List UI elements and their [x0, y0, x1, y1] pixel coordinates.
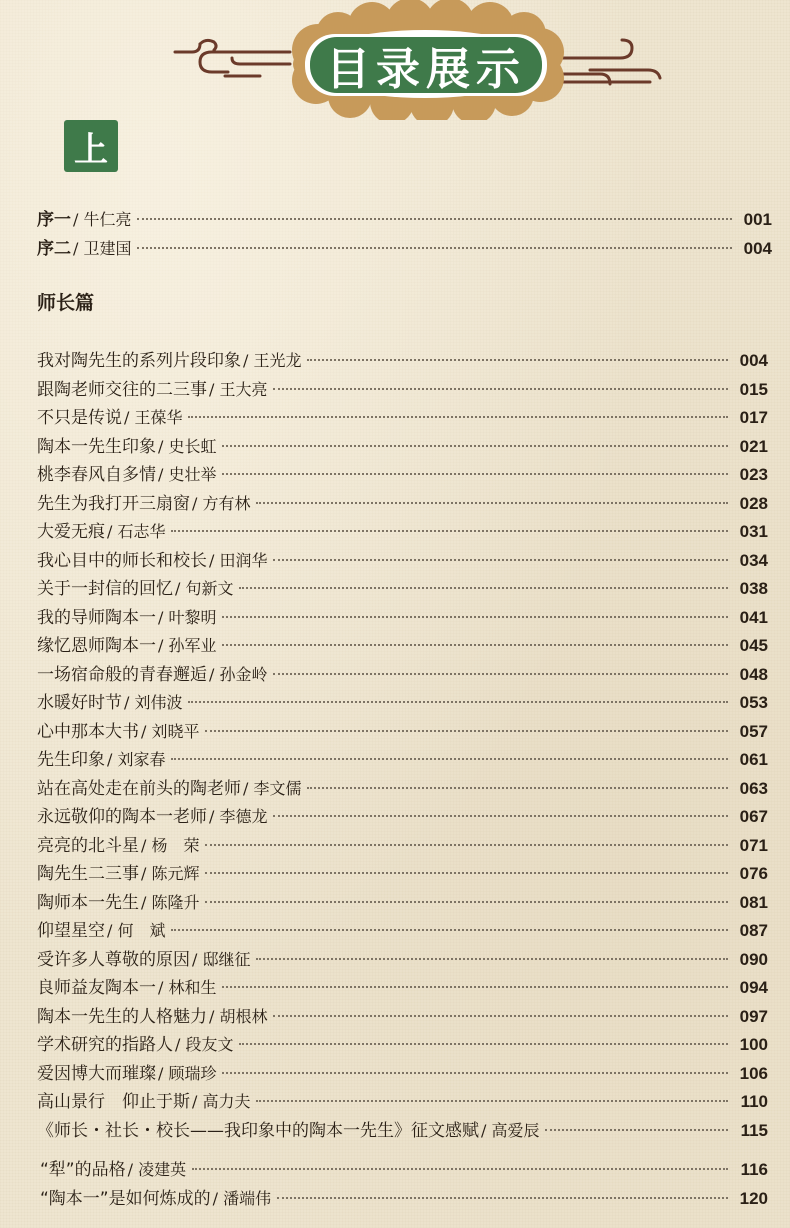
toc-entry[interactable]	[37, 718, 768, 746]
entry-title: 我心目中的师长和校长	[37, 550, 207, 571]
entry-page-number: 017	[739, 408, 768, 427]
toc-entry[interactable]	[37, 547, 768, 575]
entry-author: / 石志华	[107, 522, 166, 541]
toc-entry[interactable]	[37, 1060, 768, 1088]
entry-page-number: 048	[739, 664, 768, 684]
dot-leader	[171, 530, 728, 532]
entry-title: 心中那本大书	[37, 721, 139, 742]
entry-title: 《师长・社长・校长——我印象中的陶本一先生》征文感赋	[37, 1120, 479, 1141]
entry-page-number: 081	[739, 892, 768, 912]
toc-entry[interactable]	[37, 803, 768, 831]
dot-leader	[256, 502, 728, 504]
entry-page-number: 045	[739, 636, 768, 655]
entry-author: / 潘端伟	[212, 1188, 272, 1208]
entry-page-number: 116	[740, 1160, 768, 1179]
preface-entry[interactable]	[37, 235, 772, 263]
entry-author: / 陈隆升	[141, 892, 200, 912]
dot-leader	[205, 872, 728, 874]
entry-page-number: 120	[739, 1188, 768, 1208]
entry-title: 陶先生二三事	[37, 864, 139, 884]
dot-leader	[205, 844, 728, 846]
entry-author: / 高爱辰	[481, 1120, 540, 1140]
entry-page-number: 021	[739, 436, 768, 456]
entry-title: 陶本一先生的人格魅力	[37, 1006, 207, 1027]
dot-leader	[545, 1129, 728, 1131]
entry-title: 一场宿命般的青春邂逅	[37, 664, 207, 685]
toc-entry[interactable]	[37, 1031, 768, 1059]
toc-entry[interactable]	[37, 404, 768, 432]
entry-title: 桃李春风自多情	[37, 465, 156, 485]
entry-page-number: 015	[739, 379, 768, 399]
entry-page-number: 057	[739, 721, 768, 741]
entry-author: / 刘家春	[107, 750, 166, 769]
entry-author: / 田润华	[209, 550, 268, 570]
entry-title: 跟陶老师交往的二三事	[37, 379, 207, 400]
entry-page-number: 004	[739, 351, 768, 370]
dot-leader	[192, 1168, 728, 1170]
entry-title: 受许多人尊敬的原因	[37, 949, 190, 970]
toc-entry[interactable]	[40, 1185, 768, 1213]
entry-page-number: 004	[743, 239, 772, 258]
entry-author: / 李文儒	[243, 778, 302, 798]
entry-title: 先生印象	[37, 750, 105, 770]
entry-title: “陶本一”是如何炼成的	[40, 1188, 211, 1209]
toc-entry[interactable]	[37, 775, 768, 803]
toc-entry[interactable]	[37, 689, 768, 717]
entry-page-number: 090	[739, 949, 768, 969]
entry-page-number: 106	[739, 1063, 768, 1083]
dot-leader	[239, 1043, 728, 1045]
toc-entry[interactable]	[37, 946, 768, 974]
entry-author: / 牛仁亮	[73, 210, 132, 229]
entry-author: / 顾瑞珍	[158, 1063, 217, 1083]
toc-entry[interactable]	[37, 347, 768, 375]
dot-leader	[256, 958, 728, 960]
entry-page-number: 110	[740, 1092, 768, 1111]
entry-author: / 孙军业	[158, 636, 217, 655]
dot-leader	[222, 1072, 728, 1074]
entry-page-number: 097	[739, 1006, 768, 1026]
entry-author: / 段友文	[175, 1035, 234, 1054]
entry-page-number: 038	[739, 579, 768, 598]
dot-leader	[222, 473, 728, 475]
entry-author: / 杨 荣	[141, 835, 200, 855]
header-banner	[0, 0, 790, 120]
entry-title: 永远敬仰的陶本一老师	[37, 807, 207, 827]
entry-author: / 句新文	[175, 579, 234, 598]
dot-leader	[137, 218, 732, 220]
entry-title: 先生为我打开三扇窗	[37, 493, 190, 514]
entry-title: 爱因博大而璀璨	[37, 1063, 156, 1084]
dot-leader	[273, 388, 728, 390]
dot-leader	[277, 1197, 728, 1199]
entry-title: 陶本一先生印象	[37, 436, 156, 457]
entry-page-number: 071	[739, 835, 768, 855]
dot-leader	[222, 986, 728, 988]
toc-entry[interactable]	[37, 575, 768, 603]
toc-entry[interactable]	[37, 889, 768, 917]
entry-author: / 王葆华	[124, 408, 183, 427]
dot-leader	[222, 644, 728, 646]
entry-author: / 胡根林	[209, 1006, 268, 1026]
entry-author: / 刘伟波	[124, 693, 183, 712]
entry-title: 关于一封信的回忆	[37, 579, 173, 599]
entry-page-number: 067	[739, 807, 768, 826]
dot-leader	[307, 787, 728, 789]
entry-page-number: 076	[739, 864, 768, 883]
page-title: 目录展示	[326, 44, 526, 95]
toc-entry[interactable]	[37, 1088, 768, 1116]
entry-page-number: 001	[743, 210, 772, 229]
entry-page-number: 034	[739, 550, 768, 570]
entry-title: 学术研究的指路人	[37, 1035, 173, 1055]
toc-entry[interactable]	[37, 1003, 768, 1031]
dot-leader	[273, 1015, 728, 1017]
entry-author: / 史长虹	[158, 436, 217, 456]
toc-entry[interactable]	[37, 490, 768, 518]
dot-leader	[273, 815, 728, 817]
dot-leader	[188, 416, 728, 418]
entry-author: / 何 斌	[107, 921, 166, 940]
toc-entry[interactable]	[37, 917, 768, 945]
entry-author: / 王大亮	[209, 379, 268, 399]
entry-page-number: 094	[739, 978, 768, 997]
dot-leader	[307, 359, 728, 361]
entry-title: “犁”的品格	[40, 1160, 126, 1180]
toc-entry[interactable]	[37, 518, 768, 546]
entry-title: 亮亮的北斗星	[37, 835, 139, 856]
entry-author: / 叶黎明	[158, 607, 217, 627]
dot-leader	[205, 730, 728, 732]
toc-entry[interactable]	[37, 433, 768, 461]
entry-title: 良师益友陶本一	[37, 978, 156, 998]
entry-author: / 刘晓平	[141, 721, 200, 741]
toc-entry[interactable]	[37, 860, 768, 888]
toc-entry[interactable]	[37, 632, 768, 660]
dot-leader	[256, 1100, 728, 1102]
dot-leader	[222, 445, 728, 447]
toc-entry[interactable]	[37, 604, 768, 632]
entry-author: / 史壮举	[158, 465, 217, 484]
entry-title: 陶师本一先生	[37, 892, 139, 913]
entry-page-number: 031	[739, 522, 768, 541]
entry-title: 序二	[37, 239, 71, 259]
toc-entry[interactable]	[37, 746, 768, 774]
entry-author: / 高力夫	[192, 1092, 251, 1111]
entry-author: / 王光龙	[243, 351, 302, 370]
dot-leader	[137, 247, 732, 249]
entry-page-number: 028	[739, 493, 768, 513]
entry-title: 大爱无痕	[37, 522, 105, 542]
entry-title: 水暖好时节	[37, 693, 122, 713]
dot-leader	[222, 616, 728, 618]
entry-title: 不只是传说	[37, 408, 122, 428]
toc-entry[interactable]	[37, 832, 768, 860]
entry-page-number: 061	[739, 750, 768, 769]
toc-entry[interactable]	[37, 661, 768, 689]
preface-entry[interactable]	[37, 206, 772, 234]
entry-author: / 凌建英	[127, 1160, 187, 1179]
entry-page-number: 053	[739, 693, 768, 712]
dot-leader	[273, 673, 728, 675]
dot-leader	[273, 559, 728, 561]
entry-title: 高山景行 仰止于斯	[37, 1092, 190, 1112]
entry-page-number: 087	[739, 921, 768, 940]
dot-leader	[188, 701, 728, 703]
toc-entry[interactable]	[37, 376, 768, 404]
entry-page-number: 100	[739, 1035, 768, 1054]
entry-title: 我对陶先生的系列片段印象	[37, 351, 241, 371]
entry-page-number: 041	[739, 607, 768, 627]
entry-title: 我的导师陶本一	[37, 607, 156, 628]
toc-entry[interactable]	[37, 461, 768, 489]
entry-author: / 方有林	[192, 493, 251, 513]
entry-author: / 卫建国	[73, 239, 132, 258]
toc-entry[interactable]	[37, 1117, 768, 1145]
entry-author: / 李德龙	[209, 807, 268, 826]
entry-page-number: 115	[740, 1120, 768, 1140]
entry-title: 仰望星空	[37, 921, 105, 941]
section-heading: 师长篇	[37, 292, 95, 314]
volume-badge: 上	[64, 120, 118, 172]
entry-title: 序一	[37, 210, 71, 230]
dot-leader	[205, 901, 728, 903]
toc-entry[interactable]	[40, 1156, 768, 1184]
entry-author: / 林和生	[158, 978, 217, 997]
entry-title: 站在高处走在前头的陶老师	[37, 778, 241, 799]
entry-title: 缘忆恩师陶本一	[37, 636, 156, 656]
entry-author: / 邸继征	[192, 949, 251, 969]
entry-author: / 孙金岭	[209, 664, 268, 684]
entry-author: / 陈元辉	[141, 864, 200, 883]
dot-leader	[171, 758, 728, 760]
dot-leader	[171, 929, 728, 931]
toc-entry[interactable]	[37, 974, 768, 1002]
entry-page-number: 063	[739, 778, 768, 798]
entry-page-number: 023	[739, 465, 768, 484]
dot-leader	[239, 587, 728, 589]
